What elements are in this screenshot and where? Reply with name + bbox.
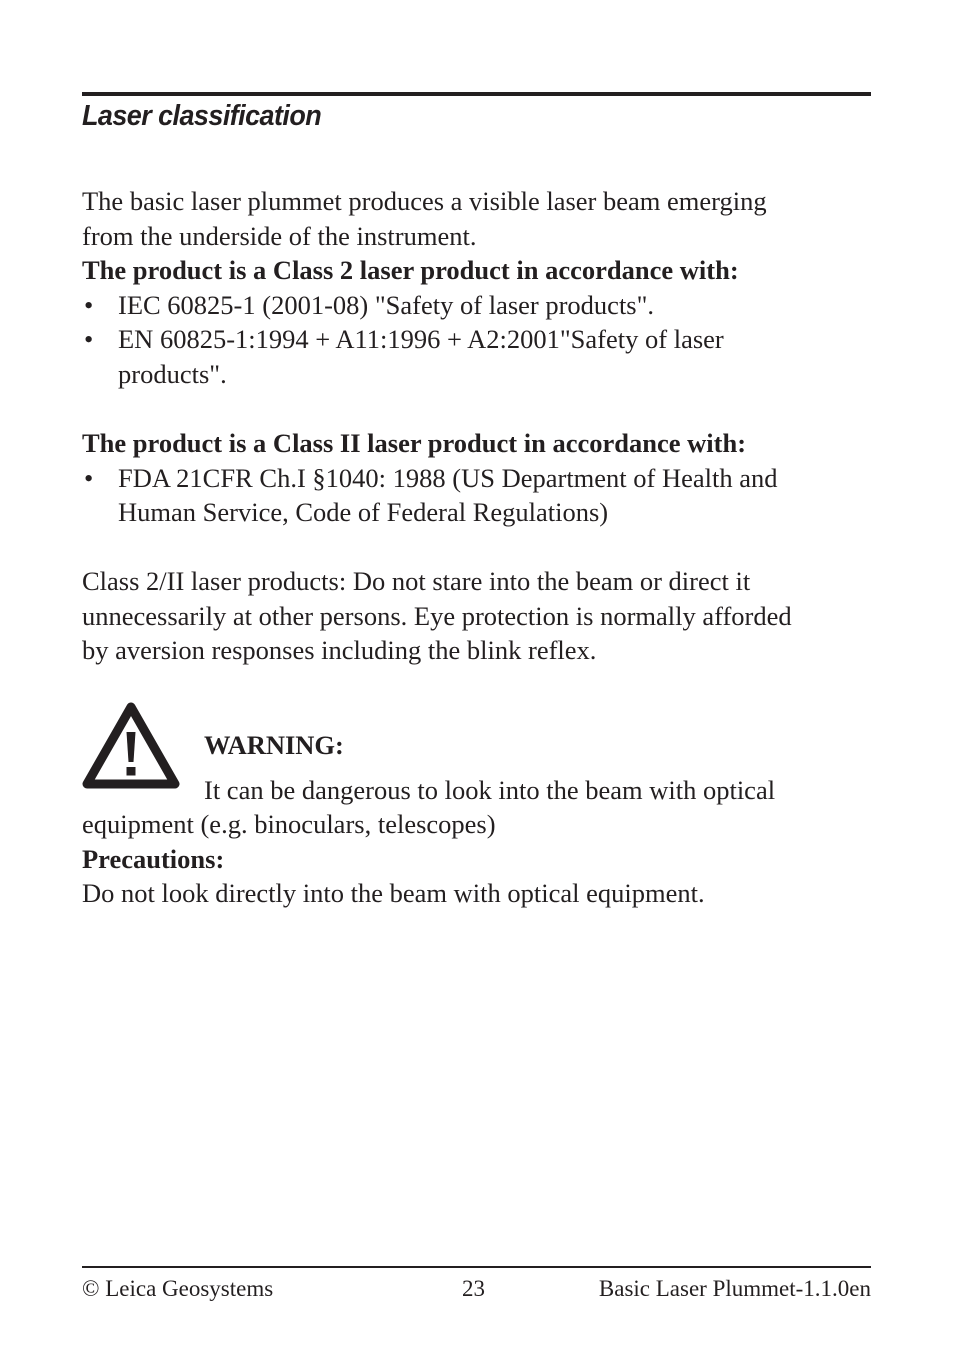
- footer-copyright: © Leica Geosystems: [82, 1276, 274, 1301]
- intro-line: The basic laser plummet produces a visible laser beam emerging: [82, 186, 767, 216]
- bullet-icon: •: [84, 324, 94, 354]
- section-title: Laser classification: [82, 100, 322, 132]
- bullet-text: products".: [118, 358, 227, 389]
- precautions-label: Precautions:: [82, 843, 225, 874]
- bullet-text: IEC 60825-1 (2001-08) "Safety of laser products".: [118, 289, 655, 320]
- classII-heading: The product is a Class II laser product in accordance with:: [82, 428, 747, 458]
- list-item: [82, 288, 882, 323]
- footer-rule: [82, 1266, 871, 1268]
- warning-label: WARNING:: [204, 730, 344, 760]
- intro-paragraph: [82, 184, 882, 391]
- class2-bullet-list: [82, 288, 882, 392]
- classII-bullet-list: [82, 461, 882, 530]
- caution-line: by aversion responses including the blink reflex.: [82, 635, 597, 665]
- precautions-text: Do not look directly into the beam with optical equipment.: [82, 878, 705, 908]
- page-number: 23: [462, 1276, 485, 1301]
- header-rule: [82, 92, 871, 96]
- classII-paragraph: [82, 426, 882, 530]
- bullet-text: FDA 21CFR Ch.I §1040: 1988 (US Department of Health and: [118, 462, 778, 493]
- bullet-text: Human Service, Code of Federal Regulations): [118, 497, 609, 527]
- caution-paragraph: [82, 564, 882, 668]
- class2-heading: The product is a Class 2 laser product in accordance with:: [82, 255, 739, 285]
- warning-text: It can be dangerous to look into the beam with optical: [204, 774, 776, 805]
- bullet-icon: •: [84, 289, 94, 320]
- footer-document-id: Basic Laser Plummet-1.1.0en: [598, 1276, 871, 1301]
- warning-text: equipment (e.g. binoculars, telescopes): [82, 809, 496, 839]
- caution-line: Class 2/II laser products: Do not stare into the beam or direct it: [82, 566, 751, 596]
- caution-line: unnecessarily at other persons. Eye protection is normally afforded: [82, 600, 792, 631]
- bullet-text: EN 60825-1:1994 + A11:1996 + A2:2001"Safety of laser: [118, 324, 724, 354]
- list-item: [82, 322, 882, 391]
- intro-line: from the underside of the instrument.: [82, 220, 477, 251]
- warning-block: [82, 728, 882, 911]
- bullet-icon: •: [84, 462, 94, 493]
- list-item: [82, 461, 882, 530]
